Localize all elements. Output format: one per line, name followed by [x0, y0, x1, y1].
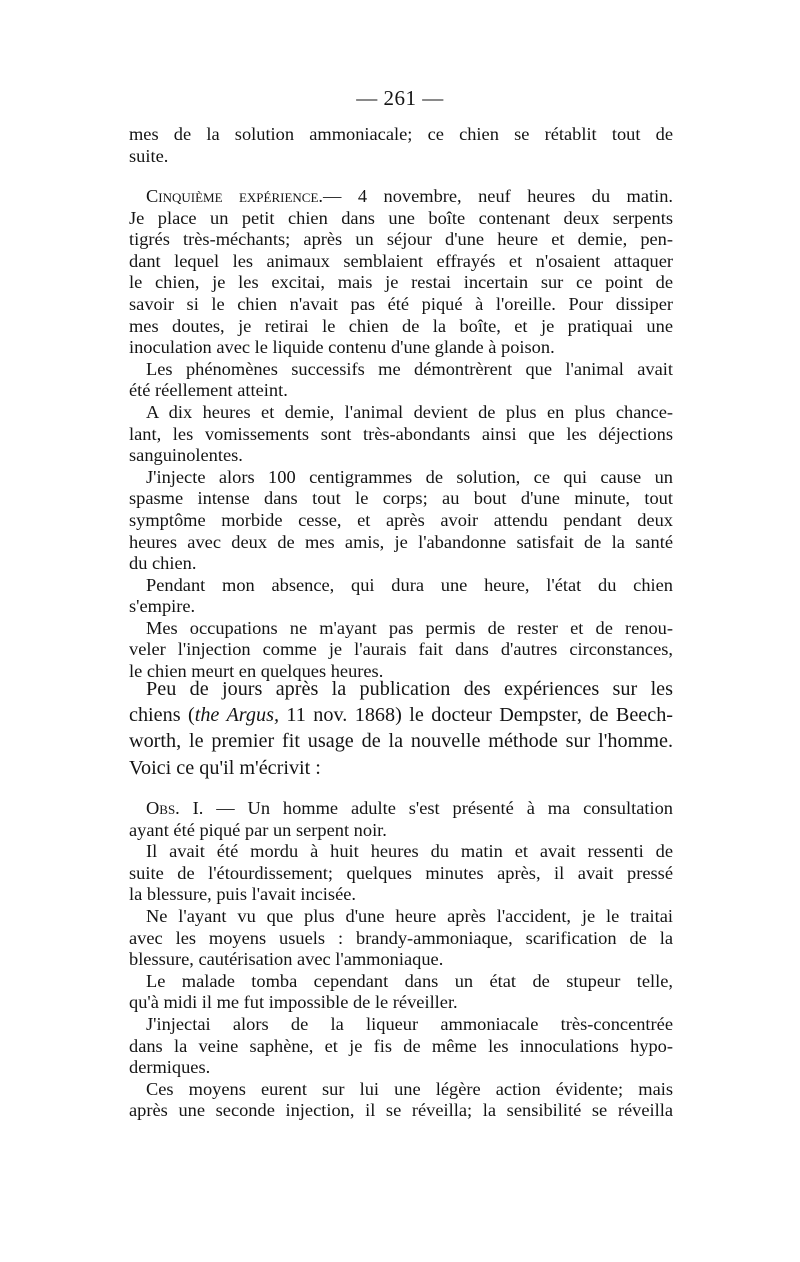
text-line: dans la veine saphène, et je fis de même les innoculations hypo- — [129, 1035, 673, 1056]
text-line: Il avait été mordu à huit heures du matin et avait ressenti de — [146, 841, 673, 862]
text-line: la blessure, puis l'avait incisée. — [129, 884, 357, 905]
text-line: s'empire. — [129, 596, 196, 617]
text-line: Ne l'ayant vu que plus d'une heure après l'accident, je le traitai — [146, 905, 673, 926]
text-line: ayant été piqué par un serpent noir. — [129, 819, 387, 840]
text-line: lant, les vomissements sont très-abondants ainsi que les déjections — [129, 423, 673, 444]
text-segment: chiens ( — [129, 704, 195, 727]
paragraph — [129, 1079, 673, 1122]
text-line: Voici ce qu'il m'écrivit : — [129, 756, 321, 779]
observation-heading: Obs. I. — [146, 798, 204, 818]
text-line: sanguinolentes. — [129, 445, 243, 466]
text-line: le chien, je les excitai, mais je restai incertain sur ce point de — [129, 272, 673, 293]
text-line: inoculation avec le liquide contenu d'une glande à poison. — [129, 337, 555, 358]
dempster-intro-paragraph — [129, 676, 673, 781]
text-line: mes de la solution ammoniacale; ce chien se rétablit tout de — [129, 124, 673, 144]
continuation-paragraph — [129, 124, 673, 167]
observation-one-section — [129, 798, 673, 1122]
paragraph — [129, 798, 673, 841]
text-line: veler l'injection comme je l'aurais fait dans d'autres circonstances, — [129, 639, 673, 660]
text-segment: — Un homme adulte s'est présenté à ma consultation — [216, 798, 673, 818]
paragraph — [129, 359, 673, 402]
text-line: mes doutes, je retirai le chien de la boîte, et je pratiquai une — [129, 315, 673, 336]
text-line: le chien meurt en quelques heures. — [129, 661, 384, 682]
text-line: qu'à midi il me fut impossible de le réveiller. — [129, 992, 458, 1013]
section-heading: Cinquième expérience. — [146, 186, 324, 206]
paragraph — [129, 906, 673, 971]
text-line: Les phénomènes successifs me démontrèrent que l'animal avait — [146, 358, 673, 379]
text-line: après une seconde injection, il se réveilla; la sensibilité se réveilla — [129, 1100, 673, 1121]
journal-title: the Argus, — [194, 704, 279, 727]
text-line: dant lequel les animaux semblaient effrayés et n'osaient attaquer — [129, 250, 673, 271]
text-line: suite. — [129, 145, 169, 166]
text-segment: 11 nov. 1868) le docteur Dempster, de Beech- — [279, 704, 674, 727]
text-line: blessure, cautérisation avec l'ammoniaque. — [129, 949, 444, 970]
text-line: Peu de jours après la publication des expériences sur les — [146, 678, 673, 700]
paragraph — [129, 1014, 673, 1079]
text-line: worth, le premier fit usage de la nouvelle méthode sur l'homme. — [129, 730, 673, 753]
text-line: suite de l'étourdissement; quelques minutes après, il avait pressé — [129, 862, 673, 883]
page-number: — 261 — — [356, 86, 444, 110]
text-line: dermiques. — [129, 1057, 211, 1078]
experiment-five-section — [129, 186, 673, 683]
text-line: J'injectai alors de la liqueur ammoniacale très-concentrée — [146, 1013, 673, 1034]
text-line-with-citation — [129, 702, 673, 728]
paragraph — [129, 402, 673, 467]
text-line: A dix heures et demie, l'animal devient de plus en plus chance- — [146, 401, 673, 422]
text-line: Le malade tomba cependant dans un état de stupeur telle, — [146, 970, 673, 991]
text-line: spasme intense dans tout le corps; au bout d'une minute, tout — [129, 488, 673, 509]
text-line: symptôme morbide cesse, et après avoir attendu pendant deux — [129, 509, 673, 530]
text-segment: — 4 novembre, neuf heures du matin. — [323, 186, 673, 206]
paragraph — [129, 186, 673, 359]
text-line: J'injecte alors 100 centigrammes de solution, ce qui cause un — [146, 466, 673, 487]
text-line: tigrés très-méchants; après un séjour d'une heure et demie, pen- — [129, 229, 673, 250]
text-line: Pendant mon absence, qui dura une heure, l'état du chien — [146, 574, 673, 595]
paragraph — [129, 467, 673, 575]
text-line: Je place un petit chien dans une boîte contenant deux serpents — [129, 207, 673, 228]
paragraph — [129, 841, 673, 906]
text-line: Ces moyens eurent sur lui une légère action évidente; mais — [146, 1078, 673, 1099]
text-line: été réellement atteint. — [129, 380, 288, 401]
text-line: Mes occupations ne m'ayant pas permis de rester et de renou- — [146, 617, 673, 638]
paragraph — [129, 971, 673, 1014]
paragraph — [129, 575, 673, 618]
text-line: avec les moyens usuels : brandy-ammoniaque, scarification de la — [129, 927, 673, 948]
heading-line — [129, 186, 673, 208]
text-line: heures avec deux de mes amis, je l'abandonne satisfait de la santé — [129, 531, 673, 552]
text-line: du chien. — [129, 553, 197, 574]
paragraph — [129, 618, 673, 683]
heading-line — [129, 798, 673, 820]
text-line: savoir si le chien n'avait pas été piqué à l'oreille. Pour dissiper — [129, 293, 673, 314]
